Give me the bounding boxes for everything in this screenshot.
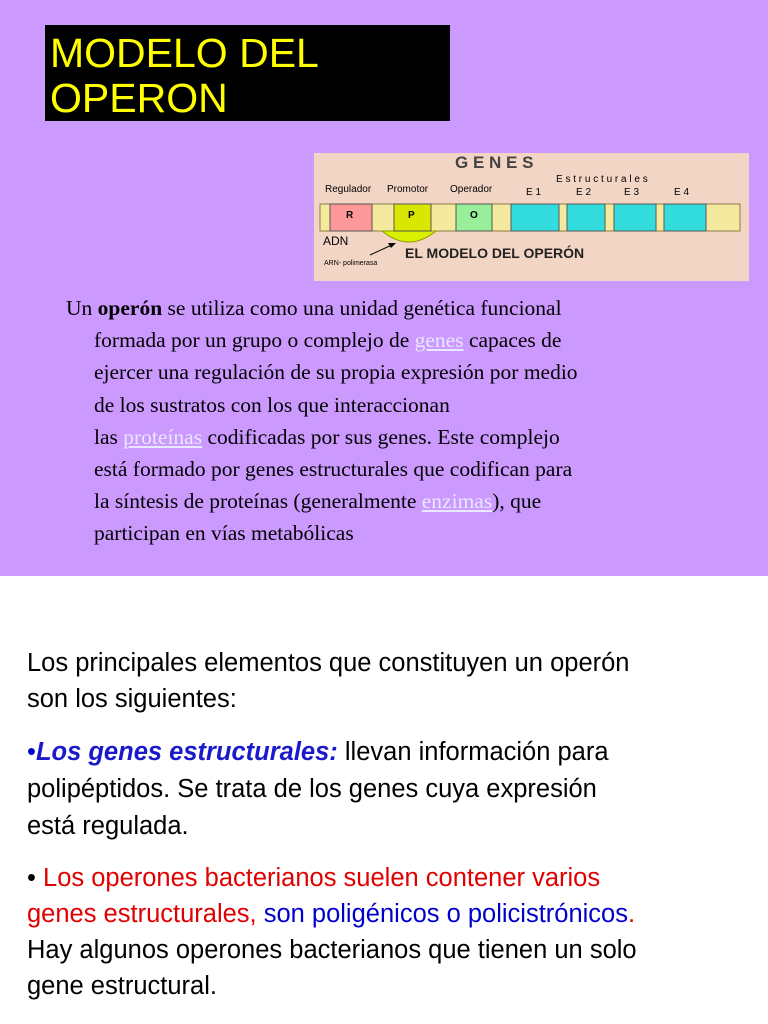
text-fragment: Un (66, 296, 98, 320)
gene-e2-box (567, 204, 605, 231)
intro-line-2: son los siguientes: (27, 685, 237, 713)
paragraph-line-1 (66, 292, 706, 324)
text-fragment: la síntesis de proteínas (generalmente (94, 489, 422, 514)
regulador-label: Regulador (325, 184, 372, 195)
bullet-2-line-1 (27, 860, 600, 896)
paragraph-line-8: participan en vías metabólicas (94, 521, 354, 546)
title-line-1: MODELO DEL (50, 30, 319, 76)
gene-p-label: P (408, 210, 415, 221)
paragraph-line-6: está formado por genes estructurales que codifican para (94, 457, 573, 482)
text-fragment: las (94, 424, 124, 449)
paragraph-line-2 (66, 324, 706, 356)
paragraph-line-3: ejercer una regulación de su propia expresión por medio (94, 360, 578, 385)
arn-polimerasa-label: ARN- polimerasa (324, 260, 378, 267)
text-blue: son poligénicos o policistrónicos (256, 900, 628, 928)
e1-label: E 1 (526, 187, 542, 198)
text-red: genes estructurales, (27, 900, 257, 928)
text-fragment: llevan información para (337, 738, 609, 766)
enzimas-link[interactable]: enzimas (421, 489, 493, 514)
rna-polymerase-shape (382, 231, 436, 242)
title-line-2: OPERON (50, 75, 228, 121)
paragraph-line-5 (66, 421, 706, 453)
paragraph-line-4: de los sustratos con los que interaccionan (94, 392, 450, 417)
intro-line-1: Los principales elementos que constituyen un operón (27, 649, 630, 677)
e3-label: E 3 (624, 187, 640, 198)
operon-diagram (314, 153, 749, 281)
paragraph-line-7 (66, 485, 706, 517)
gene-e3-box (614, 204, 656, 231)
bullet-2-line-4: gene estructural. (27, 972, 217, 1000)
bullet-mark: • (27, 738, 36, 766)
gene-o-label: O (470, 210, 478, 221)
operon-paragraph (66, 292, 706, 550)
text-fragment: codificadas por sus genes. Este complejo (202, 424, 560, 449)
genes-header: G E N E S (455, 153, 534, 172)
text-red: Los operones bacterianos suelen contener varios (43, 864, 601, 892)
proteinas-link[interactable]: proteínas (123, 424, 203, 449)
bullet-2-line-3: Hay algunos operones bacterianos que tienen un solo (27, 936, 637, 964)
e2-label: E 2 (576, 187, 592, 198)
text-fragment: formada por un grupo o complejo de (94, 328, 415, 353)
arrow-head (388, 243, 396, 248)
gene-r-label: R (346, 210, 354, 221)
gene-e4-box (664, 204, 706, 231)
term-operon: operón (97, 296, 163, 320)
text-fragment: se utiliza como una unidad genética funcional (162, 296, 562, 320)
bullet-1-line-3: está regulada. (27, 812, 189, 840)
genes-link[interactable]: genes (414, 328, 464, 353)
bullet-1-line-1 (27, 734, 609, 770)
term-genes-estructurales: Los genes estructurales: (35, 738, 338, 766)
estructurales-label: E s t r u c t u r a l e s (556, 174, 648, 185)
text-fragment: capaces de (463, 328, 562, 353)
bullet-2-line-2 (27, 896, 635, 932)
promotor-label: Promotor (387, 184, 429, 195)
adn-label: ADN (323, 234, 349, 248)
gene-e1-box (511, 204, 559, 231)
bullet-1-line-2: polipéptidos. Se trata de los genes cuya expresión (27, 775, 597, 803)
operador-label: Operador (450, 184, 493, 195)
slide-bottom (0, 576, 768, 1024)
text-fragment: ), que (492, 489, 542, 514)
diagram-caption: EL MODELO DEL OPERÓN (405, 245, 585, 261)
text-red-period: . (628, 900, 636, 928)
bullet-mark: • (27, 864, 44, 892)
e4-label: E 4 (674, 187, 690, 198)
